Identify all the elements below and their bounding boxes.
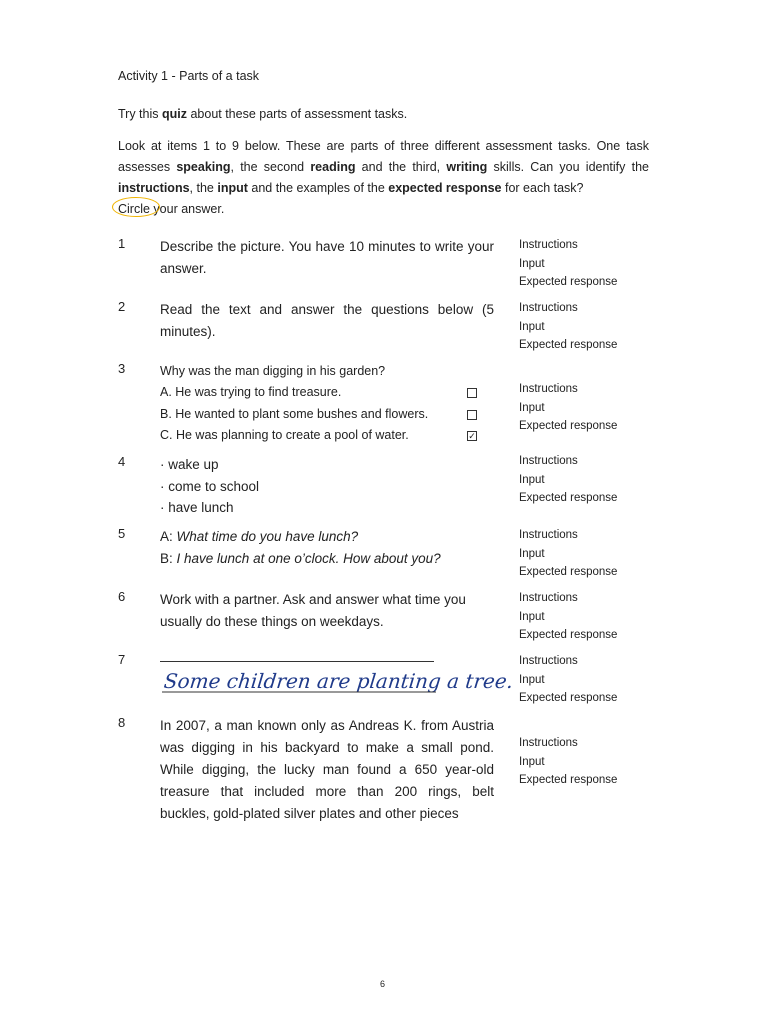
intro-line	[118, 107, 407, 121]
answer-options	[519, 589, 617, 645]
handwritten-text: Some children are planting a tree.	[162, 669, 515, 693]
item-number: 5	[118, 526, 126, 541]
option-input[interactable]: Input	[519, 755, 545, 768]
intro-text: about these parts of assessment tasks.	[186, 107, 408, 121]
speaker-text: I have lunch at one o’clock. How about you?	[176, 551, 441, 566]
item-number: 2	[118, 299, 126, 314]
speaker-label: A:	[160, 529, 177, 544]
option-instructions[interactable]: Instructions	[519, 592, 578, 604]
list-item: · come to school	[160, 478, 260, 494]
instructions-paragraph	[118, 136, 649, 220]
choice-text: C. He was planning to create a pool of water.	[160, 427, 409, 442]
dialogue-line-a	[160, 526, 494, 548]
option-expected-response[interactable]: Expected response	[519, 276, 618, 289]
option-input[interactable]: Input	[519, 673, 545, 686]
option-instructions[interactable]: Instructions	[519, 655, 578, 667]
list-item: · have lunch	[160, 500, 234, 515]
answer-options	[519, 236, 617, 292]
page-number: 6	[380, 979, 386, 989]
answer-options	[519, 652, 617, 708]
dialogue-line-b	[160, 548, 494, 570]
item-number: 4	[118, 454, 126, 469]
option-expected-response[interactable]: Expected response	[519, 492, 618, 505]
option-instructions[interactable]: Instructions	[519, 383, 578, 395]
checkbox[interactable]	[467, 410, 477, 420]
option-input[interactable]: Input	[519, 473, 545, 486]
mcq-choice	[160, 404, 490, 425]
term-expected-response: expected response	[388, 181, 502, 195]
mcq-question: Why was the man digging in his garden?	[160, 364, 386, 378]
mcq-choice	[160, 425, 490, 446]
speaker-text: What time do you have lunch?	[176, 529, 359, 544]
term-input: input	[217, 181, 248, 195]
handwritten-answer	[160, 662, 515, 696]
circle-word: Circle	[118, 199, 150, 220]
item-number: 6	[118, 589, 126, 604]
item-number: 3	[118, 361, 126, 376]
option-input[interactable]: Input	[519, 257, 545, 270]
para-text: , the second	[230, 160, 311, 174]
item-text: Describe the picture. You have 10 minutes to write your answer.	[160, 239, 494, 276]
option-input[interactable]: Input	[519, 320, 545, 333]
item-mcq	[160, 361, 494, 446]
option-expected-response[interactable]: Expected response	[519, 692, 618, 705]
choice-text: B. He wanted to plant some bushes and flowers.	[160, 406, 429, 421]
option-expected-response[interactable]: Expected response	[519, 339, 618, 352]
option-instructions[interactable]: Instructions	[519, 239, 578, 251]
option-input[interactable]: Input	[519, 610, 545, 623]
option-expected-response[interactable]: Expected response	[519, 420, 618, 433]
item-number: 1	[118, 236, 126, 251]
answer-options	[519, 452, 617, 508]
item-text: Read the text and answer the questions below (5 minutes).	[160, 302, 494, 339]
item-dialogue	[160, 526, 494, 570]
item-text: Work with a partner. Ask and answer what time you usually do these things on weekdays.	[160, 592, 466, 629]
option-instructions[interactable]: Instructions	[519, 455, 578, 467]
para-text: your answer.	[149, 202, 225, 216]
item-number: 8	[118, 715, 126, 730]
checkbox-checked[interactable]: ✓	[468, 430, 476, 441]
option-expected-response[interactable]: Expected response	[519, 774, 618, 787]
quiz-emphasis: quiz	[161, 107, 187, 121]
speaker-label: B:	[160, 551, 177, 566]
option-input[interactable]: Input	[519, 547, 545, 560]
option-instructions[interactable]: Instructions	[519, 737, 578, 749]
option-input[interactable]: Input	[519, 401, 545, 414]
para-text: and the examples of the	[247, 181, 389, 195]
choice-text: A. He was trying to find treasure.	[160, 385, 342, 400]
item-text: In 2007, a man known only as Andreas K. from Austria was digging in his backyard to make a small pond. While digging, the lucky man found a 650 year-old treasure that included more than 200 rings, belt buckles, gold-plated silver plates and other pieces	[160, 718, 494, 821]
para-text: for each task?	[501, 181, 584, 195]
term-instructions: instructions	[118, 181, 190, 195]
answer-options	[519, 380, 617, 436]
para-text: and the third,	[355, 160, 447, 174]
skill-writing: writing	[446, 160, 488, 174]
list-item: · wake up	[160, 457, 219, 472]
para-text: Look at items 1 to 9 below. These are parts of three different assessment tasks. One task assesses	[118, 139, 649, 174]
answer-options	[519, 734, 617, 790]
option-expected-response[interactable]: Expected response	[519, 629, 618, 642]
skill-reading: reading	[310, 160, 356, 174]
item-list	[160, 454, 494, 519]
answer-options	[519, 299, 617, 355]
intro-text: Try this	[118, 107, 162, 121]
option-instructions[interactable]: Instructions	[519, 529, 578, 541]
item-number: 7	[118, 652, 126, 667]
para-text: skills. Can you identify the	[487, 160, 649, 174]
para-text: , the	[189, 181, 218, 195]
activity-title: Activity 1 - Parts of a task	[118, 69, 260, 83]
checkbox[interactable]	[467, 388, 477, 398]
option-expected-response[interactable]: Expected response	[519, 566, 618, 579]
mcq-choice	[160, 382, 490, 403]
answer-options	[519, 526, 617, 582]
skill-speaking: speaking	[176, 160, 231, 174]
option-instructions[interactable]: Instructions	[519, 302, 578, 314]
